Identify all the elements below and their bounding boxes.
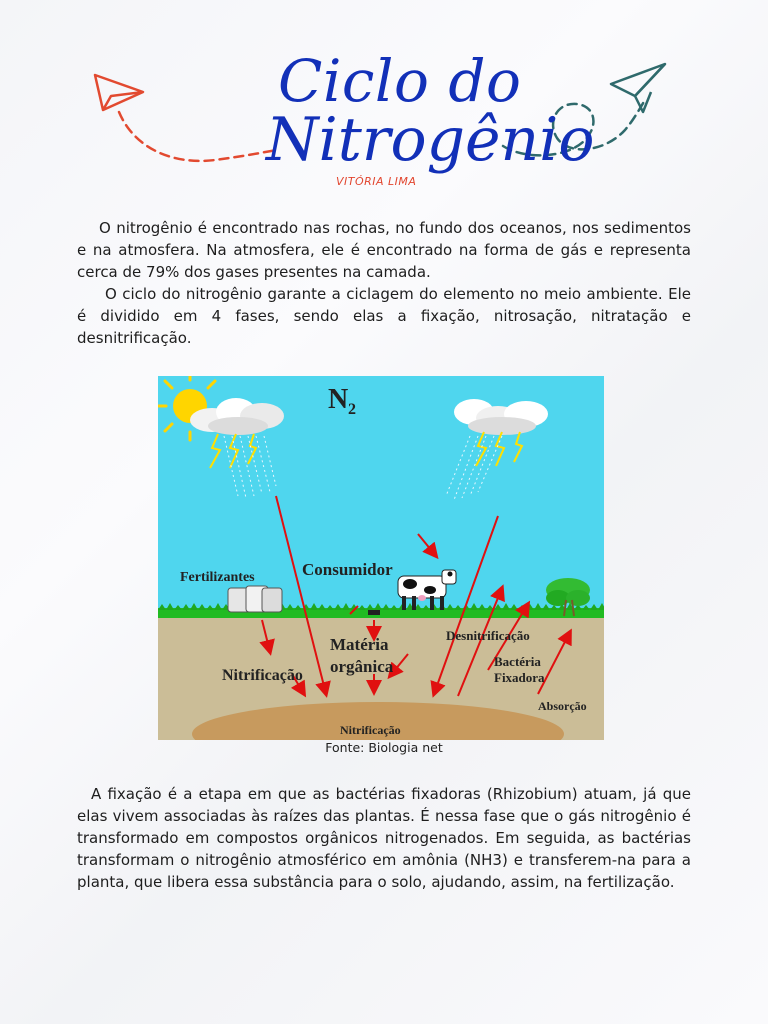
label-nitrificacao-left: Nitrificação — [222, 667, 303, 684]
n2-label: N — [328, 384, 349, 415]
label-desnitrificacao: Desnitrificação — [446, 628, 530, 643]
paper-plane-left-icon — [85, 70, 285, 180]
label-bacteria: Bactéria — [494, 654, 541, 669]
paragraph-cycle-text: O ciclo do nitrogênio garante a ciclagem do elemento no meio ambiente. Ele é dividido em 4 fases, sendo elas a fixação, nitrosação, nitratação e desnitrificação. — [77, 285, 691, 347]
fertilizer-bags-icon — [228, 586, 282, 612]
paragraph-fixation — [77, 783, 691, 893]
figure-caption: Fonte: Biologia net — [325, 740, 443, 755]
title-line-2: Nitrogênio — [266, 105, 595, 175]
n2-subscript: 2 — [348, 401, 356, 418]
label-organica: orgânica — [330, 657, 394, 676]
paragraph-intro-text: O nitrogênio é encontrado nas rochas, no fundo dos oceanos, nos sedimentos e na atmosfera. Na atmosfera, ele é encontrado na forma de gás e representa cerca de 79% dos gases presentes na camada. — [77, 219, 691, 281]
header — [0, 40, 768, 200]
title-line-1: Ciclo do — [278, 47, 522, 115]
label-consumidor: Consumidor — [302, 560, 393, 579]
paragraph-fixation-text: A fixação é a etapa em que as bactérias fixadoras (Rhizobium) atuam, já que elas vivem associadas às raízes das plantas. É nessa fase que o gás nitrogênio é transformado em compostos orgânicos nitrogenados. Em seguida, as bactérias transformam o nitrogênio atmosférico em amônia (NH3) e transferem-na para a planta, que libera essa substância para o solo, ajudando, assim, na fertilização. — [77, 785, 691, 891]
label-absorcao: Absorção — [538, 699, 587, 713]
label-fertilizantes: Fertilizantes — [180, 570, 255, 585]
label-fixadora: Fixadora — [494, 670, 545, 685]
author-name: VITÓRIA LIMA — [336, 175, 417, 188]
label-materia: Matéria — [330, 635, 389, 654]
paragraph-cycle — [77, 283, 691, 349]
label-nitrificacao-bottom: Nitrificação — [340, 723, 401, 737]
nitrogen-cycle-illustration — [158, 376, 604, 740]
paragraph-intro — [77, 217, 691, 283]
organic-matter-icon — [368, 610, 380, 615]
nitrogen-cycle-diagram — [158, 376, 604, 740]
